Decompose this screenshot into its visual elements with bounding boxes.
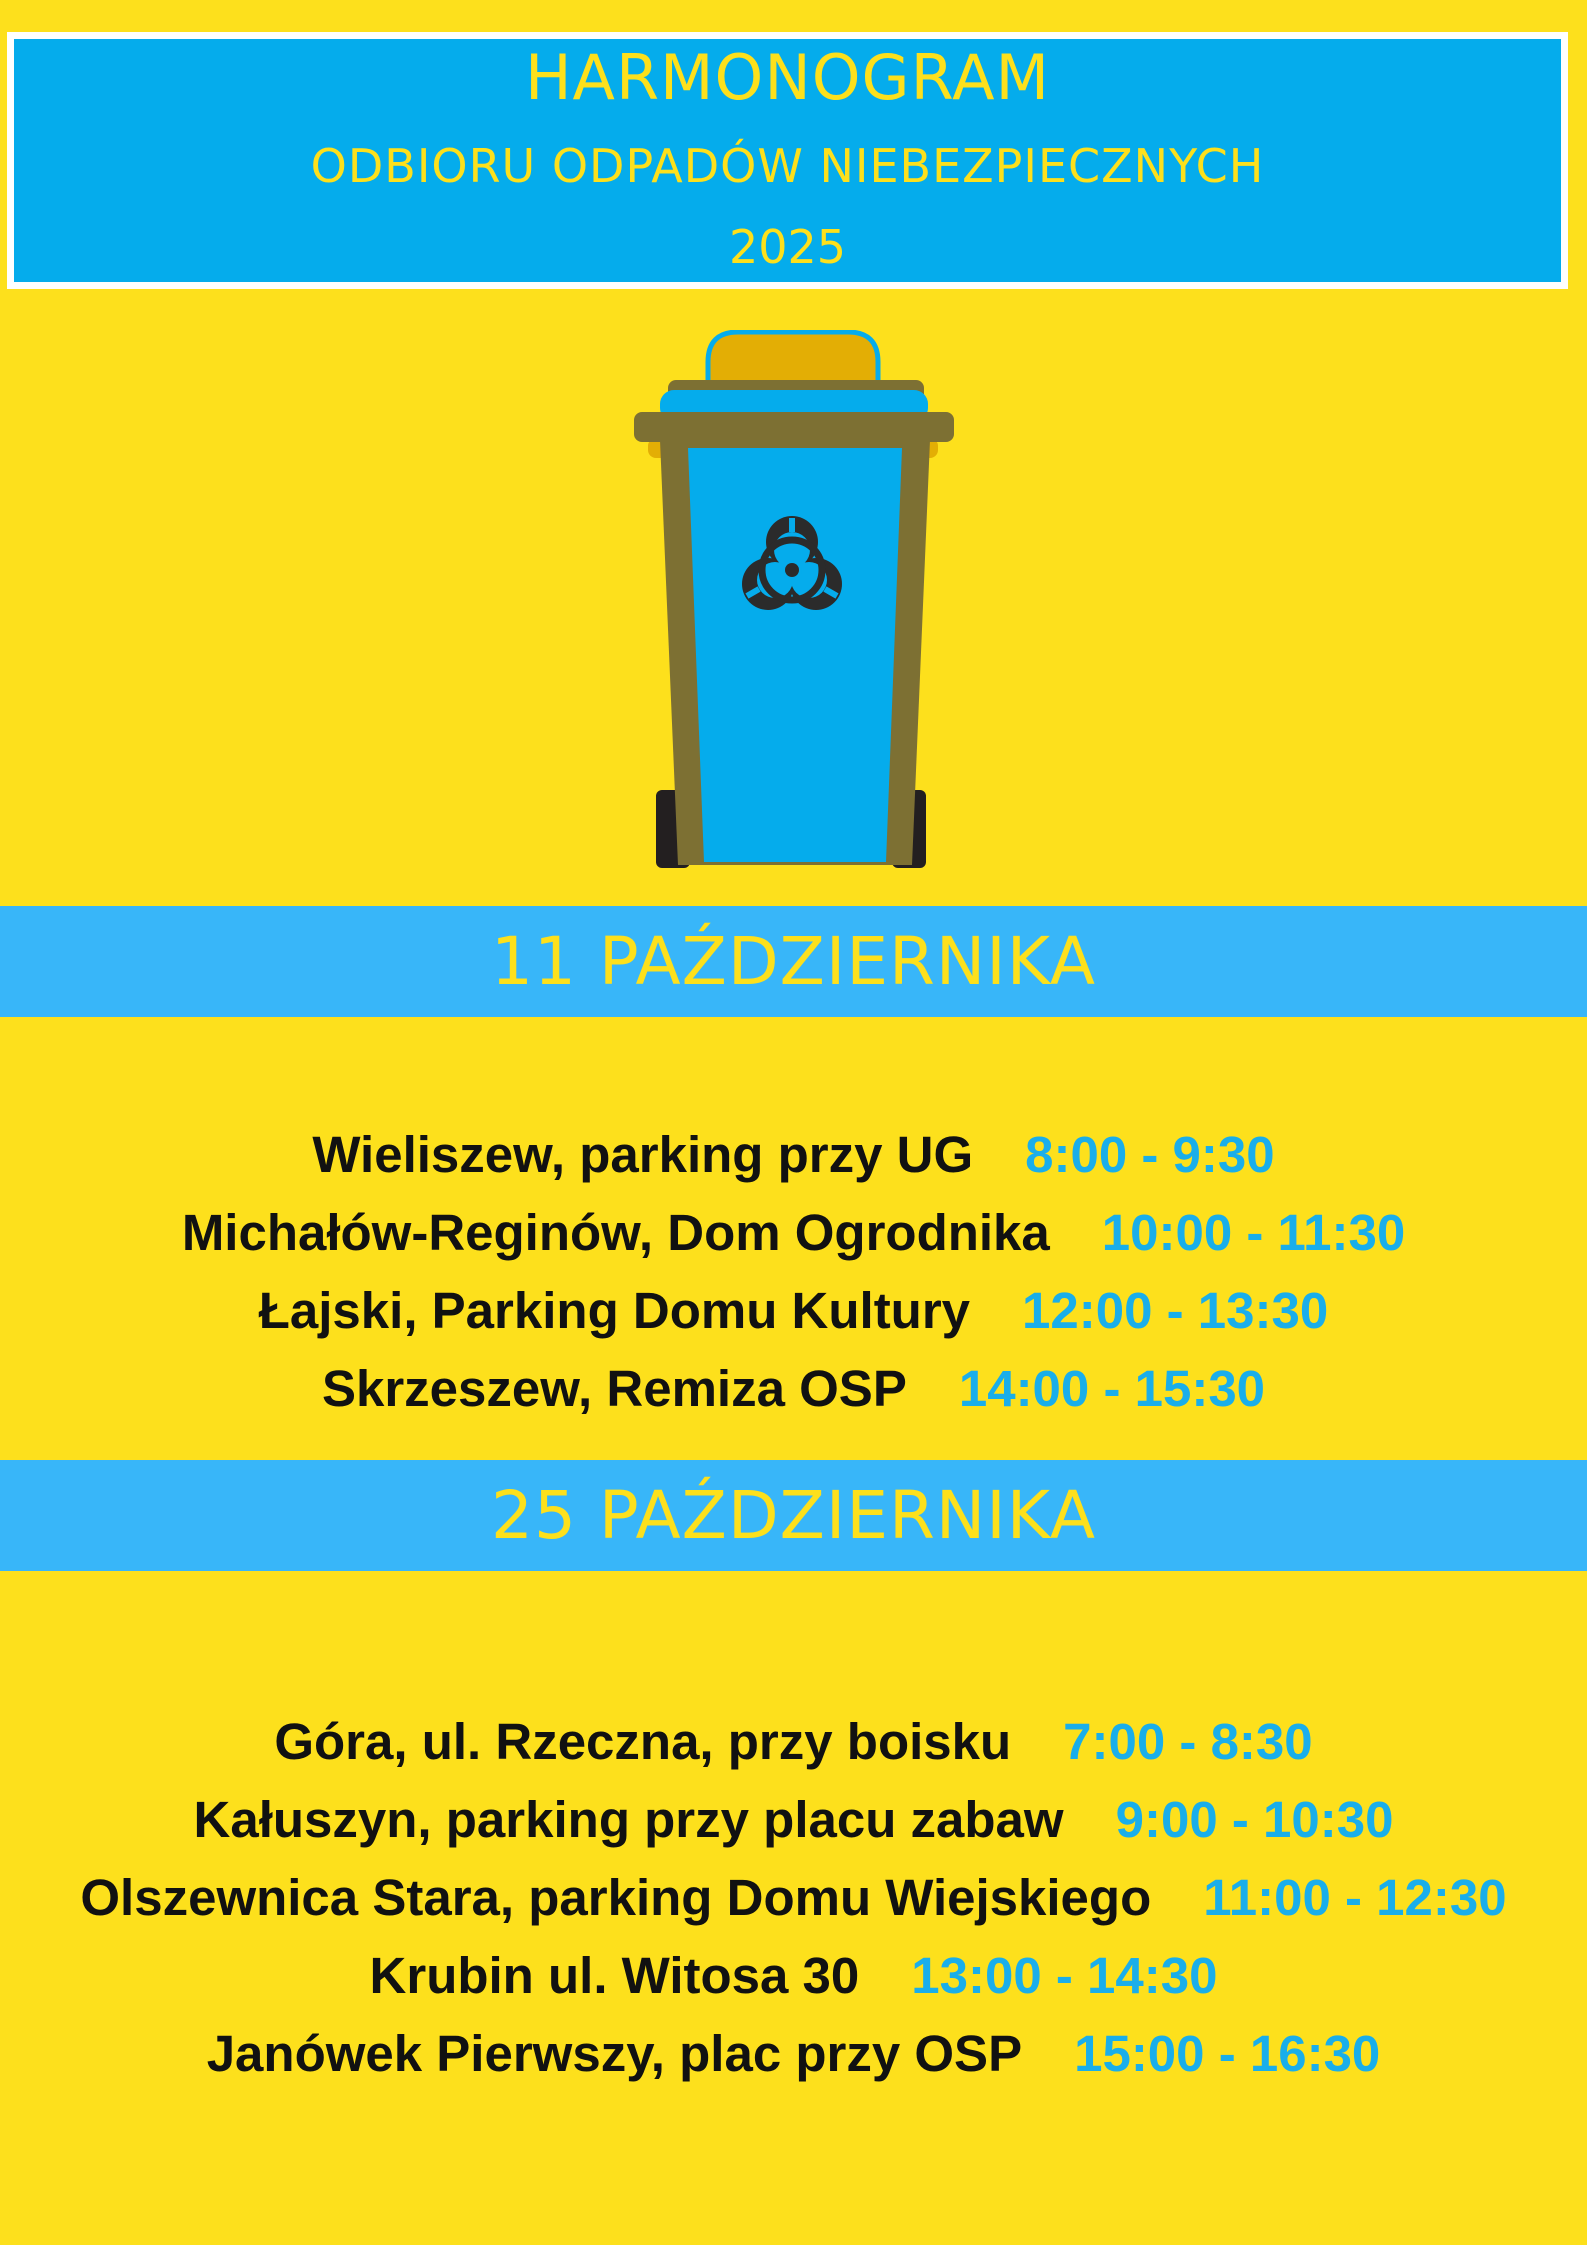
schedule-list-1 bbox=[0, 1116, 1587, 1428]
stop-place: Skrzeszew, Remiza OSP bbox=[321, 1360, 907, 1417]
list-item bbox=[0, 2015, 1587, 2093]
page-subtitle: ODBIORU ODPADÓW NIEBEZPIECZNYCH bbox=[310, 139, 1265, 193]
stop-time: 7:00 - 8:30 bbox=[1063, 1713, 1313, 1770]
stop-place: Michałów-Reginów, Dom Ogrodnika bbox=[181, 1204, 1050, 1261]
stop-time: 12:00 - 13:30 bbox=[1022, 1282, 1329, 1339]
list-item bbox=[0, 1116, 1587, 1194]
list-item bbox=[0, 1703, 1587, 1781]
list-item bbox=[0, 1781, 1587, 1859]
stop-place: Łajski, Parking Domu Kultury bbox=[258, 1282, 971, 1339]
stop-place: Janówek Pierwszy, plac przy OSP bbox=[206, 2025, 1023, 2082]
stop-place: Kałuszyn, parking przy placu zabaw bbox=[193, 1791, 1064, 1848]
list-item bbox=[0, 1859, 1587, 1937]
stop-time: 9:00 - 10:30 bbox=[1115, 1791, 1394, 1848]
stop-time: 13:00 - 14:30 bbox=[911, 1947, 1218, 2004]
biohazard-bin-icon bbox=[630, 330, 960, 870]
page-year: 2025 bbox=[728, 220, 847, 274]
stop-time: 10:00 - 11:30 bbox=[1101, 1204, 1406, 1261]
stop-time: 11:00 - 12:30 bbox=[1203, 1869, 1507, 1926]
schedule-list-2 bbox=[0, 1703, 1587, 2093]
date-band-2: 25 PAŹDZIERNIKA bbox=[0, 1460, 1587, 1571]
stop-time: 15:00 - 16:30 bbox=[1074, 2025, 1381, 2082]
stop-place: Góra, ul. Rzeczna, przy boisku bbox=[274, 1713, 1012, 1770]
date-band-1: 11 PAŹDZIERNIKA bbox=[0, 906, 1587, 1017]
header-banner bbox=[7, 32, 1568, 289]
list-item bbox=[0, 1937, 1587, 2015]
list-item bbox=[0, 1272, 1587, 1350]
stop-place: Wieliszew, parking przy UG bbox=[312, 1126, 974, 1183]
stop-time: 14:00 - 15:30 bbox=[958, 1360, 1266, 1417]
stop-place: Krubin ul. Witosa 30 bbox=[369, 1947, 860, 2004]
page-title: HARMONOGRAM bbox=[524, 41, 1051, 114]
list-item bbox=[0, 1194, 1587, 1272]
list-item bbox=[0, 1350, 1587, 1428]
stop-time: 8:00 - 9:30 bbox=[1025, 1126, 1275, 1183]
stop-place: Olszewnica Stara, parking Domu Wiejskiego bbox=[80, 1869, 1152, 1926]
